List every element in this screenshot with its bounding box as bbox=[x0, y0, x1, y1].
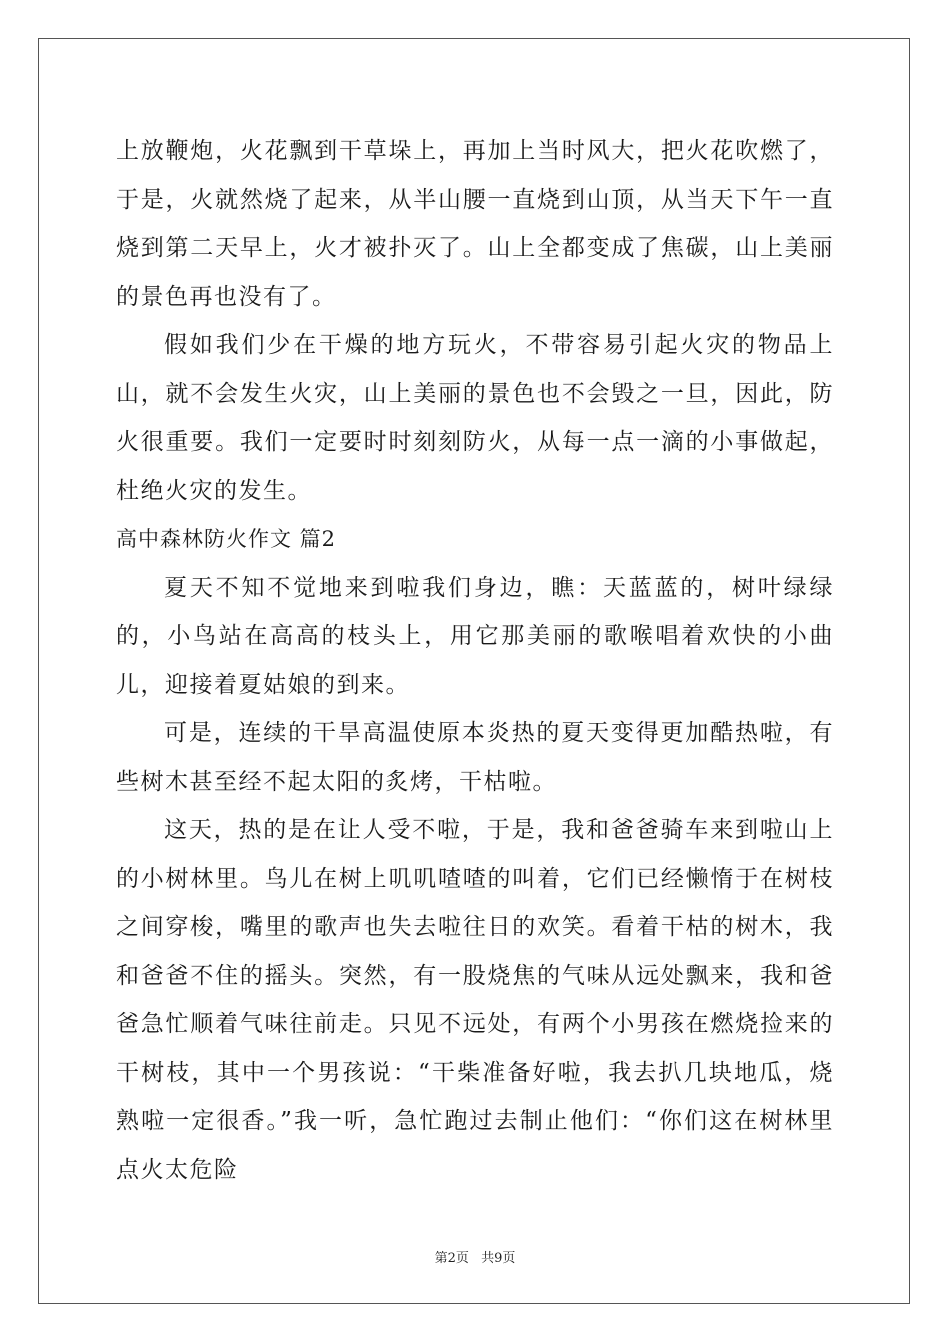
paragraph: 可是，连续的干旱高温使原本炎热的夏天变得更加酷热啦，有些树木甚至经不起太阳的炙烤，干枯啦。 bbox=[116, 720, 834, 795]
paragraph: 这天，热的是在让人受不啦，于是，我和爸爸骑车来到啦山上的小树林里。鸟儿在树上叽叽喳喳的叫着，它们已经懒惰于在树枝之间穿梭，嘴里的歌声也失去啦往日的欢笑。看着干枯的树木，我和爸爸不住的摇头。突然，有一股烧焦的气味从远处飘来，我和爸爸急忙顺着气味往前走。只见不远处，有两个小男孩在燃烧捡来的干树枝，其中一个男孩说：“干柴准备好啦，我去扒几块地瓜，烧熟啦一定很香。”我一听，急忙跑过去制止他们：“你们这在树林里点火太危险 bbox=[116, 817, 834, 1183]
page-total: 共9页 bbox=[481, 1251, 516, 1266]
paragraph-continued: 上放鞭炮，火花飘到干草垛上，再加上当时风大，把火花吹燃了，于是，火就然烧了起来，从半山腰一直烧到山顶，从当天下午一直烧到第二天早上，火才被扑灭了。山上全都变成了焦碳，山上美丽的景色再也没有了。 bbox=[116, 138, 834, 310]
section-title: 高中森林防火作文 篇2 bbox=[116, 527, 337, 551]
page-footer bbox=[0, 1247, 950, 1266]
paragraph: 假如我们少在干燥的地方玩火，不带容易引起火灾的物品上山，就不会发生火灾，山上美丽的景色也不会毁之一旦，因此，防火很重要。我们一定要时时刻刻防火，从每一点一滴的小事做起，杜绝火灾的发生。 bbox=[116, 332, 834, 504]
paragraph: 夏天不知不觉地来到啦我们身边，瞧：天蓝蓝的，树叶绿绿的，小鸟站在高高的枝头上，用它那美丽的歌喉唱着欢快的小曲儿，迎接着夏姑娘的到来。 bbox=[116, 574, 834, 698]
page-number: 第2页 bbox=[434, 1251, 469, 1266]
document-body bbox=[116, 127, 834, 1194]
